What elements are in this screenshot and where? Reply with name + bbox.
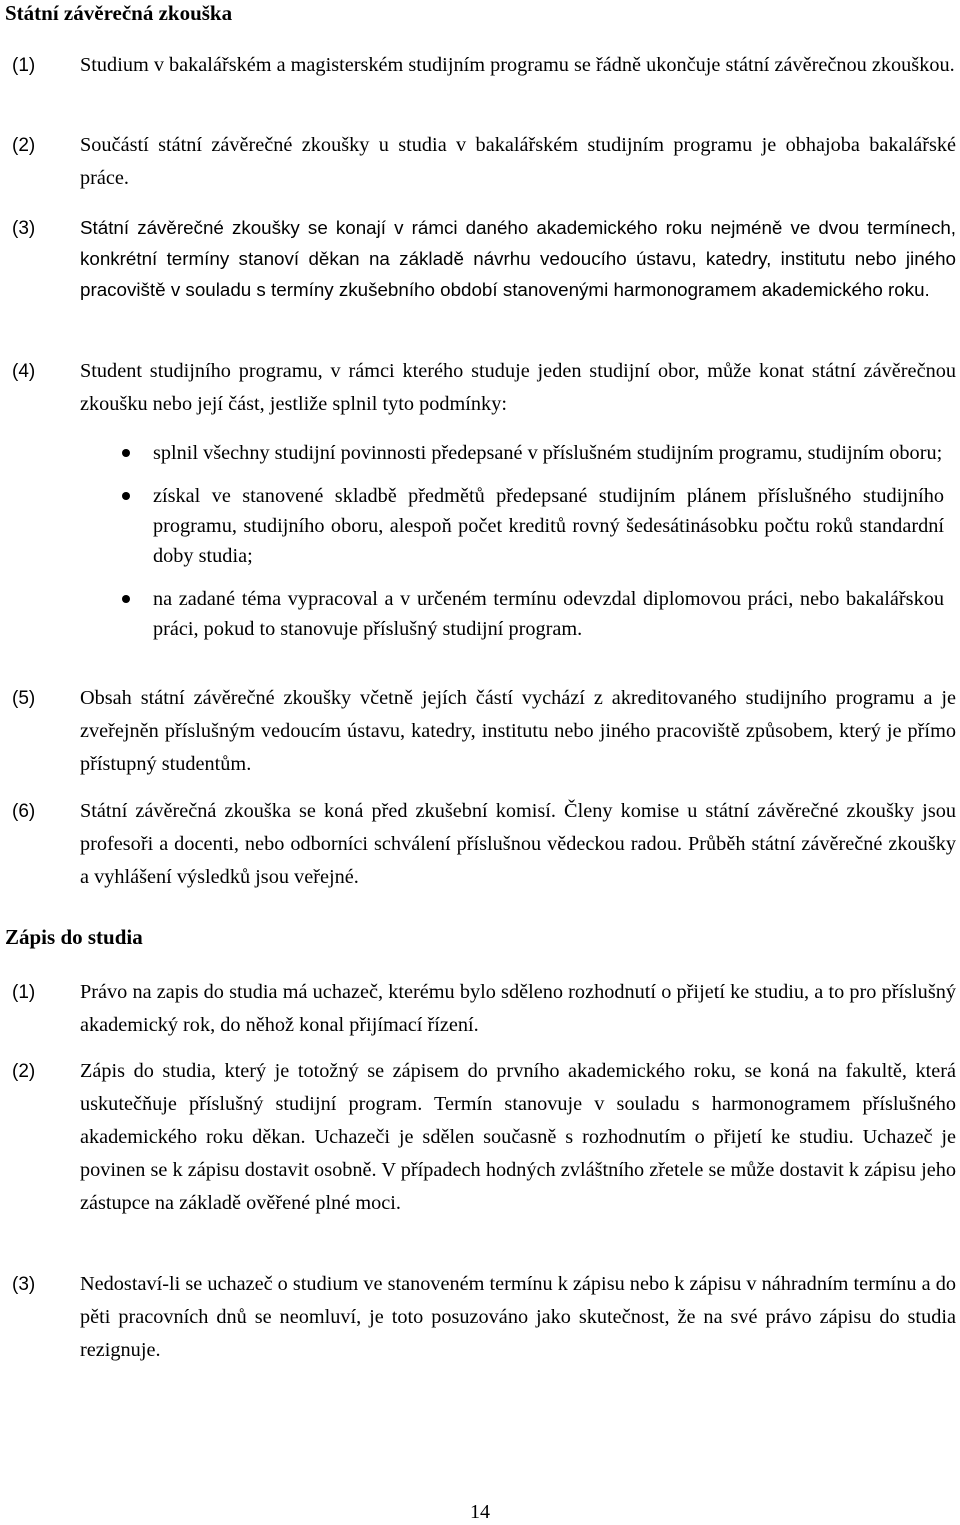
list-item xyxy=(118,481,944,571)
bullet-icon xyxy=(122,595,130,603)
bullet-icon xyxy=(122,492,130,500)
paragraph-text: Obsah státní závěrečné zkoušky včetně jejích částí vychází z akreditovaného studijního programu a je zveřejněn příslušným vedoucím ústavu, katedry, institutu nebo jiného pracoviště způsobem, který je přímo přístupný studentům. xyxy=(80,687,956,775)
paragraph-number: (3) xyxy=(12,1274,36,1295)
paragraph-number: (1) xyxy=(12,982,36,1003)
bullet-icon xyxy=(122,449,130,457)
paragraph-text: Zápis do studia, který je totožný se zápisem do prvního akademického roku, se koná na fakultě, která uskutečňuje příslušný studijní program. Termín stanovuje v souladu s harmonogramem příslušného akademického roku děkan. Uchazeči je sdělen současně s rozhodnutím o přijetí ke studiu. Uchazeč je povinen se k zápisu dostavit osobně. V případech hodných zvláštního zřetele se může dostavit k zápisu jeho zástupce na základě ověřené plné moci. xyxy=(80,1060,956,1214)
list-item xyxy=(118,438,944,468)
paragraph-text: Součástí státní závěrečné zkoušky u studia v bakalářském studijním programu je obhajoba bakalářské práce. xyxy=(80,134,956,189)
list-item-text: získal ve stanovené skladbě předmětů předepsané studijním plánem příslušného studijního programu, studijního oboru, alespoň počet kreditů rovný šedesátinásobku počtu roků standardní doby studia; xyxy=(153,485,944,567)
paragraph-number: (5) xyxy=(12,688,36,709)
paragraph-number: (1) xyxy=(12,55,36,76)
paragraph-number: (6) xyxy=(12,801,36,822)
conditions-list xyxy=(118,438,944,644)
paragraph-number: (3) xyxy=(12,218,36,239)
paragraph-text: Státní závěrečné zkoušky se konají v rámci daného akademického roku nejméně ve dvou termínech, konkrétní termíny stanoví děkan na základě návrhu vedoucího ústavu, katedry, institutu nebo jiného pracoviště v souladu s termíny zkušebního období stanovenými harmonogramem akademického roku. xyxy=(80,217,956,300)
list-item-text: splnil všechny studijní povinnosti předepsané v příslušném studijním programu, studijním oboru; xyxy=(153,442,943,464)
paragraph-text: Student studijního programu, v rámci kterého studuje jeden studijní obor, může konat státní závěrečnou zkoušku nebo její část, jestliže splnil tyto podmínky: xyxy=(80,360,956,415)
paragraph-number: (2) xyxy=(12,135,36,156)
list-item xyxy=(118,584,944,644)
paragraph-text: Studium v bakalářském a magisterském studijním programu se řádně ukončuje státní závěrečnou zkouškou. xyxy=(80,54,955,76)
paragraph-number: (4) xyxy=(12,361,36,382)
paragraph-number: (2) xyxy=(12,1061,36,1082)
paragraph-text: Státní závěrečná zkouška se koná před zkušební komisí. Členy komise u státní závěrečné zkoušky jsou profesoři a docenti, nebo odborníci schválení příslušnou vědeckou radou. Průběh státní závěrečné zkoušky a vyhlášení výsledků jsou veřejné. xyxy=(80,800,956,888)
section-heading-enrollment: Zápis do studia xyxy=(5,925,143,949)
paragraph-text: Právo na zapis do studia má uchazeč, kterému bylo sděleno rozhodnutí o přijetí ke studiu, a to pro příslušný akademický rok, do něhož konal přijímací řízení. xyxy=(80,981,956,1036)
list-item-text: na zadané téma vypracoval a v určeném termínu odevzdal diplomovou práci, nebo bakalářskou práci, pokud to stanovuje příslušný studijní program. xyxy=(153,588,944,640)
paragraph-text: Nedostaví-li se uchazeč o studium ve stanoveném termínu k zápisu nebo k zápisu v náhradním termínu a do pěti pracovních dnů se neomluví, je toto posuzováno jako skutečnost, že na své právo zápisu do studia rezignuje. xyxy=(80,1273,956,1361)
page-number: 14 xyxy=(470,1501,490,1523)
section-heading-state-exam: Státní závěrečná zkouška xyxy=(5,1,233,25)
